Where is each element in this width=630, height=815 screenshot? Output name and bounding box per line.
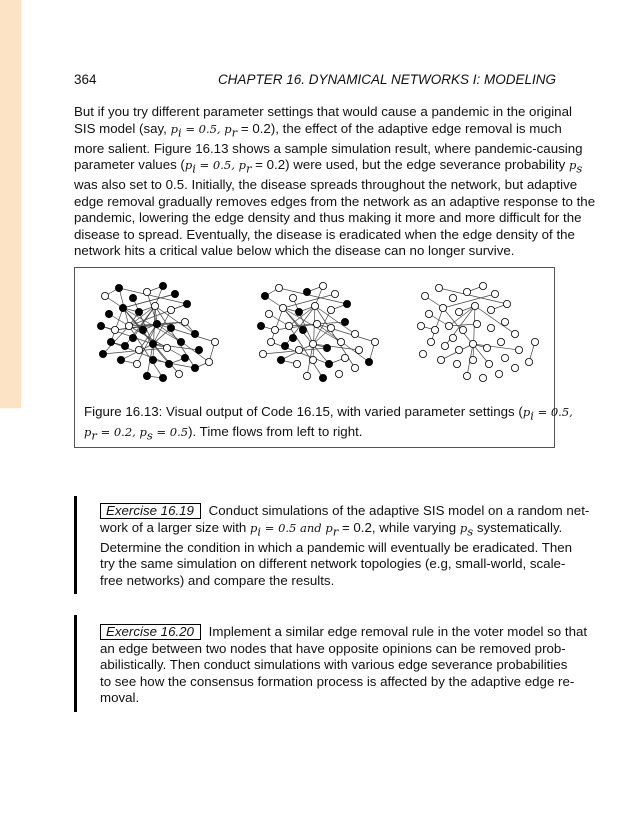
network-edge [275, 324, 317, 330]
network-node [531, 338, 538, 345]
network-node [439, 304, 446, 311]
network-node [293, 360, 300, 367]
network-edge [475, 306, 515, 334]
text-line: pandemic, lowering the edge density and thus making it more and more difficult for the [74, 210, 582, 226]
network-node [323, 344, 330, 351]
network-node [211, 338, 218, 345]
page-number: 364 [74, 72, 97, 87]
network-node [479, 374, 486, 381]
chapter-title: CHAPTER 16. DYNAMICAL NETWORKS I: MODELING [217, 72, 556, 87]
network-node [151, 302, 158, 309]
exercise-bar [74, 615, 77, 712]
network-node [133, 360, 140, 367]
exercise-text: Exercise 16.20 Implement a similar edge removal rule in the voter model so that an edge between two nodes that have opposite opinions can be removed prob- abilistically. Then conduct simulations with various edge severance probabilities to see how the consensus formation process is affected by the adaptive edge re- moval. [100, 624, 588, 705]
network-node [351, 364, 358, 371]
network-node [165, 360, 172, 367]
network-node [139, 326, 146, 333]
text-line: disease to spread. Eventually, the disease is eradicated when the edge density of the [74, 226, 575, 242]
network-snapshots [75, 268, 554, 403]
network-node [479, 282, 486, 289]
text-line: network hits a critical value below which the disease can no longer survive. [74, 243, 515, 259]
network-node [427, 338, 434, 345]
exercise-label: Exercise 16.19 [100, 503, 201, 519]
network-node [149, 356, 156, 363]
network-node [425, 310, 432, 317]
network-node [261, 292, 268, 299]
network-node [503, 300, 510, 307]
network-node [473, 320, 480, 327]
network-node [421, 292, 428, 299]
network-node [277, 356, 284, 363]
network-node [449, 294, 456, 301]
network-node [115, 284, 122, 291]
network-node [191, 364, 198, 371]
network-node [191, 330, 198, 337]
network-node [483, 344, 490, 351]
network-node [331, 290, 338, 297]
network-node [485, 360, 492, 367]
network-node [295, 308, 302, 315]
network-node [371, 338, 378, 345]
network-node [351, 330, 358, 337]
network-node [107, 338, 114, 345]
network-node [437, 356, 444, 363]
network-node [487, 306, 494, 313]
network-node [327, 306, 334, 313]
text-line: SIS model (say, $p_i = 0.5$, $p_r = 0.2$), the effect of the adaptive edge removal is much [74, 120, 562, 140]
network-edge [153, 344, 199, 350]
network-node [275, 284, 282, 291]
network-edge [313, 344, 359, 350]
network-edge [129, 326, 163, 378]
network-node [441, 342, 448, 349]
network-node [435, 284, 442, 291]
network-node [511, 364, 518, 371]
network-node [419, 350, 426, 357]
network-node [511, 330, 518, 337]
network-node [325, 360, 332, 367]
network-node [487, 324, 494, 331]
network-node [163, 344, 170, 351]
exercise-16-20 [74, 615, 588, 712]
network-node [175, 370, 182, 377]
network-node [111, 326, 118, 333]
text-line: But if you try different parameter settings that would cause a pandemic in the original [74, 104, 572, 119]
network-node [125, 322, 132, 329]
network-node [279, 304, 286, 311]
network-node [459, 326, 466, 333]
network-node [491, 290, 498, 297]
network-node [501, 354, 508, 361]
network-node [417, 322, 424, 329]
side-color-strip [0, 0, 21, 408]
network-node [271, 326, 278, 333]
exercise-text: Exercise 16.19 Conduct simulations of the adaptive SIS model on a random net- work of a larger size with $p_i = 0.5$ and $p_r = 0.2$, while varying $p_s$ systematically. Determine the condition in which a pandemic will eventually be eradicated. Then try the same simulation on different network topologies (e.g, small-world, scale- free networks) and compare the results. [100, 503, 590, 588]
network-node [299, 326, 306, 333]
network-node [289, 294, 296, 301]
network-node [327, 324, 334, 331]
network-node [319, 374, 326, 381]
network-node [99, 350, 106, 357]
network-edge [153, 360, 195, 368]
network-node [281, 342, 288, 349]
network-edge [449, 324, 477, 326]
network-node [135, 346, 142, 353]
network-node [135, 308, 142, 315]
network-node [167, 306, 174, 313]
text-line: more salient. Figure 16.13 shows a sample simulation result, where pandemic-causing [74, 140, 583, 156]
network-node [183, 300, 190, 307]
network-node [129, 334, 136, 341]
network-node [497, 338, 504, 345]
network-node [313, 320, 320, 327]
network-node [129, 294, 136, 301]
exercise-16-19 [74, 496, 590, 594]
network-node [501, 318, 508, 325]
network-node [259, 350, 266, 357]
network-node [335, 370, 342, 377]
network-node [121, 342, 128, 349]
network-node [453, 360, 460, 367]
figure-caption: Figure 16.13: Visual output of Code 16.15, with varied parameter settings ($p_i = 0.5$, $p_r = 0.2$, $p_s = 0.5$). Time flows from left to right. [84, 404, 573, 443]
network-node [167, 324, 174, 331]
network-node [309, 356, 316, 363]
network-edge [473, 344, 519, 350]
network-node [469, 340, 476, 347]
text-line: was also set to 0.5. Initially, the disease spreads throughout the network, but adaptive [74, 177, 578, 193]
text-line: parameter values ($p_i = 0.5$, $p_r = 0.2$) were used, but the edge severance probability $p_s$ [74, 157, 583, 176]
network-node [117, 356, 124, 363]
network-node [205, 358, 212, 365]
network-node [463, 288, 470, 295]
exercise-label: Exercise 16.20 [100, 624, 201, 640]
network-node [337, 338, 344, 345]
network-node [525, 358, 532, 365]
network-node [267, 338, 274, 345]
network-node [265, 310, 272, 317]
network-node [97, 322, 104, 329]
network-node [101, 292, 108, 299]
network-node [177, 338, 184, 345]
network-node [159, 282, 166, 289]
network-edge [473, 306, 475, 360]
network-node [431, 326, 438, 333]
network-node [455, 346, 462, 353]
text-line: edge removal gradually removes edges from the network as an adaptive response to the [74, 193, 596, 209]
network-node [303, 372, 310, 379]
network-node [343, 300, 350, 307]
network-node [105, 310, 112, 317]
network-node [257, 322, 264, 329]
network-node [449, 334, 456, 341]
network-node [143, 288, 150, 295]
network-node [153, 320, 160, 327]
network-node [341, 354, 348, 361]
network-node [469, 356, 476, 363]
network-edge [313, 306, 315, 360]
network-node [181, 318, 188, 325]
network-node [341, 318, 348, 325]
network-node [119, 304, 126, 311]
network-node [355, 346, 362, 353]
exercise-bar [74, 496, 77, 594]
network-node [311, 302, 318, 309]
network-node [463, 372, 470, 379]
network-panel-2 [257, 282, 378, 381]
network-node [515, 346, 522, 353]
network-node [471, 302, 478, 309]
network-node [171, 290, 178, 297]
figure-16-13 [74, 267, 573, 448]
network-node [365, 358, 372, 365]
network-node [289, 334, 296, 341]
network-node [159, 374, 166, 381]
network-node [309, 340, 316, 347]
network-node [445, 322, 452, 329]
network-node [495, 370, 502, 377]
network-panel-1 [97, 282, 218, 381]
network-node [303, 288, 310, 295]
network-panel-3 [417, 282, 538, 381]
network-node [455, 308, 462, 315]
network-node [149, 340, 156, 347]
network-node [319, 282, 326, 289]
network-node [285, 322, 292, 329]
network-node [143, 372, 150, 379]
network-node [195, 346, 202, 353]
network-edge [289, 326, 323, 378]
network-node [181, 354, 188, 361]
network-node [295, 346, 302, 353]
body-paragraph [74, 104, 596, 260]
